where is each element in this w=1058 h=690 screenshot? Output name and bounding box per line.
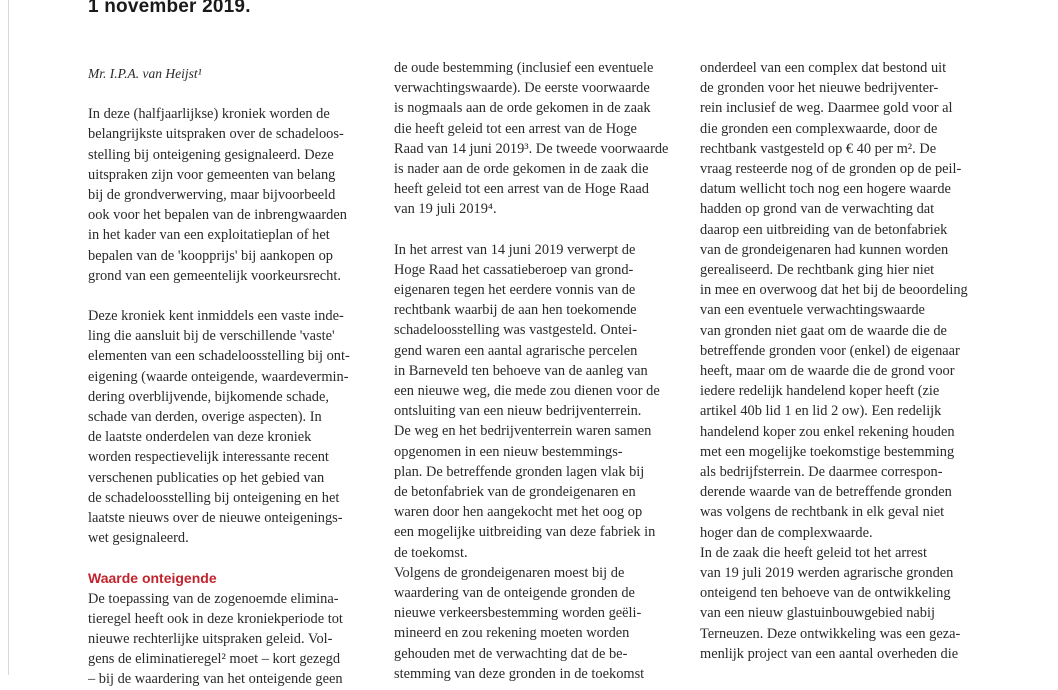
text-line: de betonfabriek van de grondeigenaren en [394,484,636,501]
text-line: rein inclusief de weg. Daarmee gold voor al [700,100,953,117]
text-line: dering overblijvende, bijkomende schade, [88,388,329,405]
text-line: – bij de waardering van het onteigende geen [88,671,343,688]
text-line: worden respectievelijk interessante recent [88,449,329,466]
text-line: de oude bestemming (inclusief een eventuele [394,60,654,76]
text-line: in mee en overwoog dat het bij de beoordeling [700,282,968,299]
page-edge-line [8,0,9,675]
text-line: van 19 juli 2019⁴. [394,201,497,218]
text-line: Hoge Raad het cassatieberoep van grond- [394,261,634,278]
page-date: 1 november 2019. [88,0,251,17]
text-line: plan. De betreffende gronden lagen vlak bij [394,463,645,480]
text-line: met een mogelijke toekomstige bestemming [700,443,955,460]
text-line: bij de grondverwerving, maar bijvoorbeeld [88,187,336,204]
text-line: datum wellicht toch nog een hogere waarde [700,181,951,198]
text-line: schade van derden, overige aspecten). In [88,409,322,426]
text-column-1 [88,64,368,690]
text-line: In het arrest van 14 juni 2019 verwerpt de [394,241,636,258]
text-line: van een nieuw glastuinbouwgebied nabij [700,605,935,622]
text-line: de gronden voor het nieuwe bedrijventer- [700,80,939,97]
text-line: Terneuzen. Deze ontwikkeling was een geza- [700,625,961,642]
text-line: waren door hen aangekocht met het oog op [394,504,643,521]
text-line: handelend koper zou enkel rekening houden [700,423,955,440]
text-line: gehouden met de verwachting dat de be- [394,645,628,662]
text-line: die heeft geleid tot een arrest van de Hoge [394,120,637,137]
text-line: verwachtingswaarde). De eerste voorwaarde [394,80,650,97]
text-line: waardering van de onteigende gronden de [394,585,635,602]
text-line: De weg en het bedrijventerrein waren samen [394,423,652,440]
paragraph-gap [88,84,368,104]
section-heading: Waarde onteigende [88,570,217,587]
paragraph-gap [88,548,368,568]
text-line: hoger dan de complexwaarde. [700,524,873,541]
text-line: verschenen publicaties op het gebied van [88,469,325,486]
text-line: in Barneveld ten behoeve van de aanleg van [394,362,648,379]
text-line: een nieuwe weg, die mede zou dienen voor de [394,383,660,400]
text-line: eigening (waarde onteigende, waardevermin- [88,368,349,385]
text-line: een mogelijke uitbreiding van deze fabriek in [394,524,656,541]
text-line: In de zaak die heeft geleid tot het arrest [700,544,927,561]
text-line: rechtbank waarbij de aan hen toekomende [394,302,637,319]
text-line: daarop een uitbreiding van de betonfabriek [700,221,948,238]
text-line: was volgens de rechtbank in elk geval niet [700,504,945,521]
text-line: betreffende gronden voor (enkel) de eigenaar [700,342,960,359]
text-line: De toepassing van de zogenoemde elimina- [88,590,339,607]
text-line: menlijk project van een aantal overheden die [700,645,959,662]
text-line: schadeloosstelling was vastgesteld. Ontei- [394,322,637,339]
text-line: opgenomen in een nieuw bestemmings- [394,443,623,460]
text-line: tieregel heeft ook in deze kroniekperiode tot [88,610,343,627]
text-column-3 [700,58,980,664]
text-line: uitspraken zijn voor gemeenten van belang [88,166,336,183]
text-line: nieuwe verkeersbestemming worden geëli- [394,605,642,622]
text-line: rechtbank vastgesteld op € 40 per m². De [700,140,937,157]
text-line: is nogmaals aan de orde gekomen in de zaak [394,100,651,117]
text-line: ook voor het bepalen van de inbrengwaarden [88,207,347,224]
author-line: Mr. I.P.A. van Heijst¹ [88,66,202,81]
text-line: de schadeloosstelling bij onteigening en het [88,489,340,506]
text-column-2 [394,58,674,684]
text-line: Raad van 14 juni 2019³. De tweede voorwaarde [394,140,669,157]
paragraph-gap [88,286,368,306]
text-line: In deze (halfjaarlijkse) kroniek worden de [88,106,330,123]
text-line: Volgens de grondeigenaren moest bij de [394,564,625,581]
text-line: bepalen van de 'koopprijs' bij aankopen op [88,247,333,264]
paragraph-gap [394,220,674,240]
text-line: de toekomst. [394,544,468,561]
text-line: iedere redelijk handelend koper heeft (zie [700,383,940,400]
text-line: als bedrijfsterrein. De daarmee correspon- [700,464,943,481]
text-line: stelling bij onteigening gesignaleerd. Deze [88,146,334,163]
text-line: wet gesignaleerd. [88,530,189,547]
text-line: artikel 40b lid 1 en lid 2 ow). Een redelijk [700,403,942,420]
text-line: in het kader van een exploitatieplan of het [88,227,330,244]
text-line: laatste nieuws over de nieuwe onteigenings- [88,510,343,527]
text-line: die gronden een complexwaarde, door de [700,120,938,137]
text-line: Deze kroniek kent inmiddels een vaste inde- [88,308,344,325]
text-line: van gronden niet gaat om de waarde die de [700,322,947,339]
text-line: ontsluiting van een nieuw bedrijventerrein. [394,403,642,420]
text-line: grond van een gemeentelijk voorkeursrecht. [88,267,341,284]
text-line: gend waren een aantal agrarische percelen [394,342,638,359]
text-line: hadden op grond van de verwachting dat [700,201,935,218]
text-line: belangrijkste uitspraken over de schadeloos- [88,126,344,143]
text-line: is nader aan de orde gekomen in de zaak die [394,161,649,178]
text-line: onteigend ten behoeve van de ontwikkeling [700,585,951,602]
text-line: onderdeel van een complex dat bestond uit [700,60,947,76]
text-line: heeft, maar om de waarde die de grond voor [700,363,955,380]
text-line: van een eventuele verwachtingswaarde [700,302,925,319]
text-line: ling die aansluit bij de verschillende 'vaste' [88,328,335,345]
text-line: elementen van een schadeloosstelling bij ont- [88,348,350,365]
text-line: stemming van deze gronden in de toekomst [394,665,645,682]
text-line: nieuwe rechterlijke uitspraken geleid. Vol- [88,631,333,648]
text-line: gerealiseerd. De rechtbank ging hier niet [700,262,935,279]
text-line: vraag resteerde nog of de gronden op de peil- [700,161,962,178]
text-line: mineerd en zou rekening moeten worden [394,625,630,642]
text-line: gens de eliminatieregel² moet – kort gezegd [88,651,341,668]
text-line: eigenaren tegen het eerdere vonnis van de [394,282,636,299]
text-line: derende waarde van de betreffende gronden [700,484,952,501]
text-line: van 19 juli 2019 werden agrarische gronden [700,565,954,582]
text-line: heeft geleid tot een arrest van de Hoge Raad [394,181,649,198]
text-line: de laatste onderdelen van deze kroniek [88,429,312,446]
text-line: van de grondeigenaren had kunnen worden [700,241,949,258]
